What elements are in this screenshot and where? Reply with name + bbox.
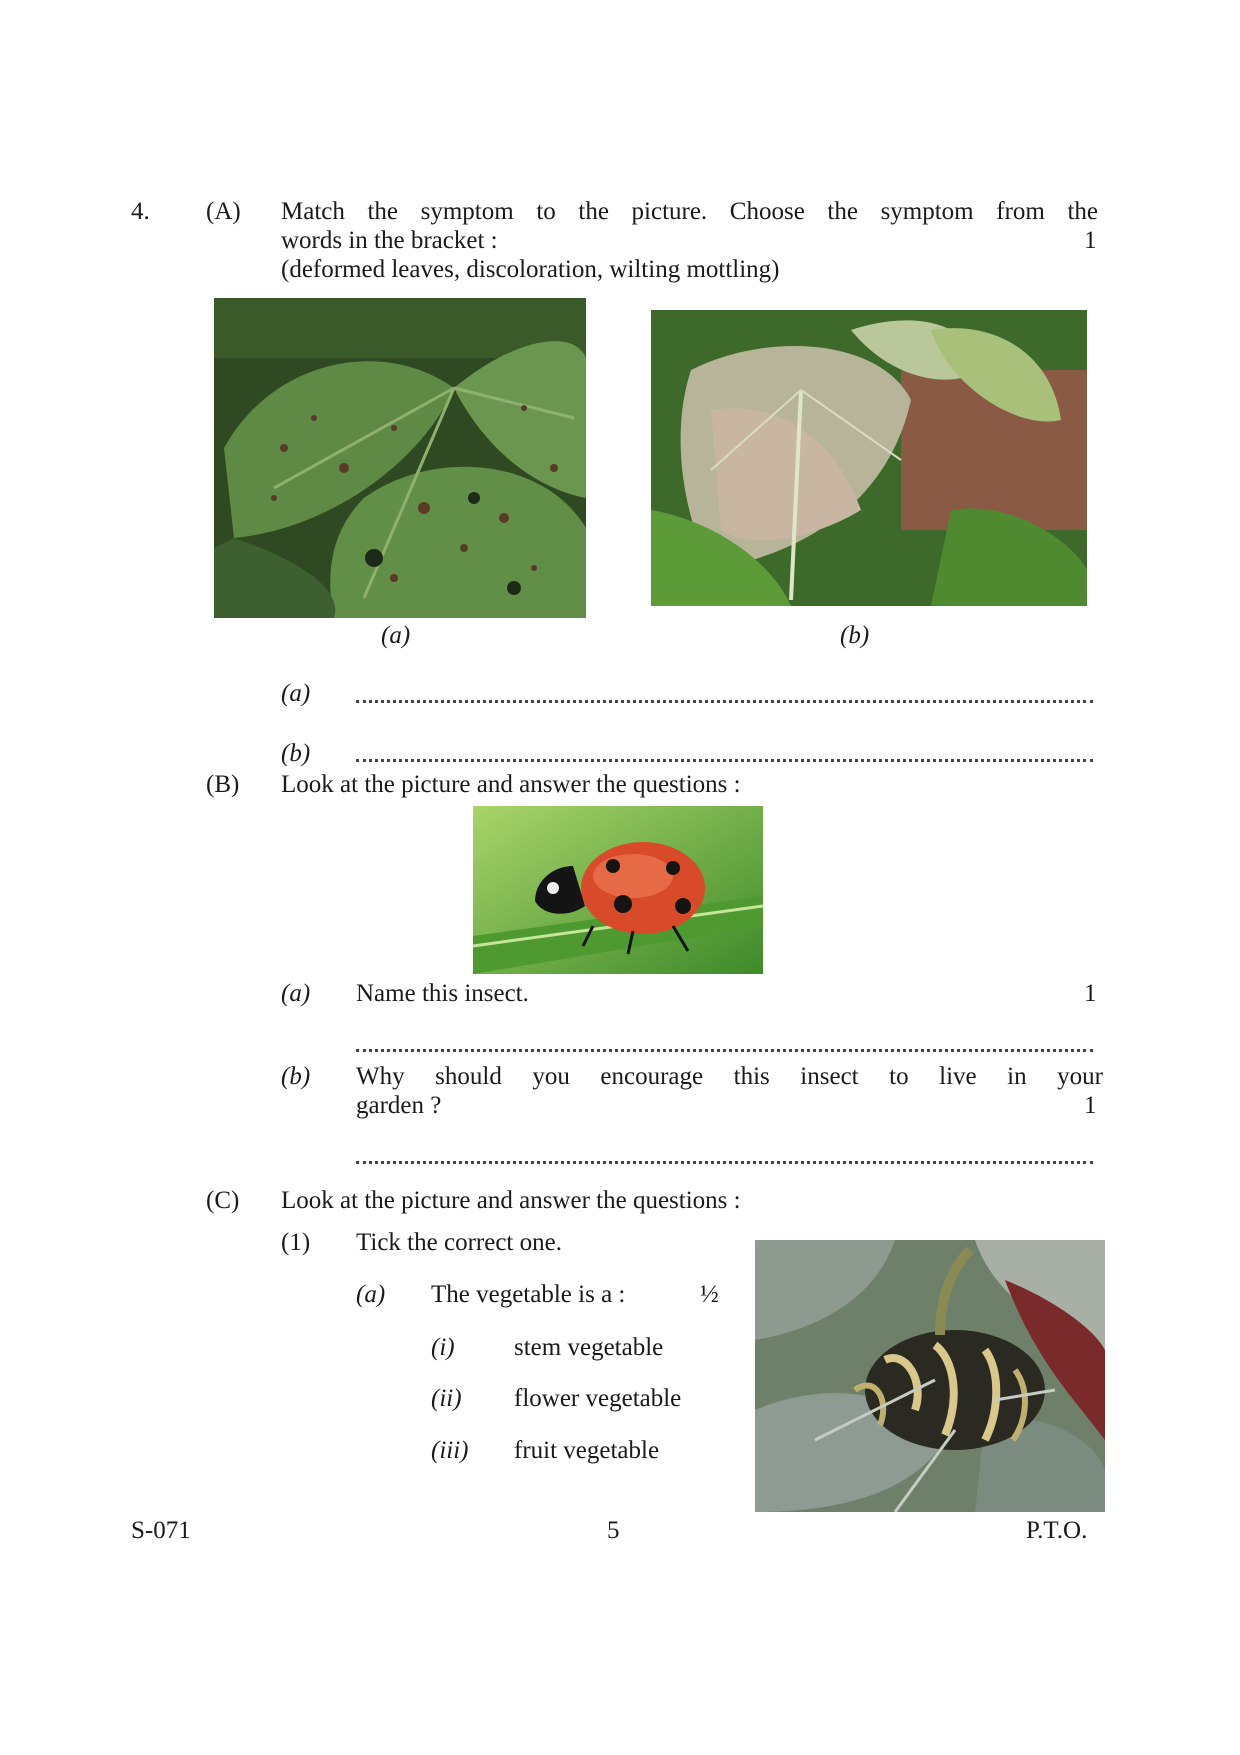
part-b-label: (B): [206, 771, 240, 798]
part-b-qb-line2: garden ?: [356, 1092, 442, 1119]
part-c-qa-label: (a): [356, 1281, 386, 1308]
part-b-prompt: Look at the picture and answer the questions :: [281, 771, 741, 798]
part-b-qa-label: (a): [281, 980, 311, 1007]
option-i-text[interactable]: stem vegetable: [514, 1334, 664, 1361]
photo-a-caption: (a): [381, 622, 411, 649]
part-c-qa-text: The vegetable is a :: [431, 1281, 626, 1308]
part-a-marks: 1: [1084, 227, 1097, 254]
part-a-line1: Match the symptom to the picture. Choose the symptom from the: [281, 198, 1098, 225]
ladybug-photo-icon: [473, 806, 763, 974]
option-iii-label: (iii): [431, 1437, 469, 1464]
option-i-label: (i): [431, 1334, 455, 1361]
photo-b-caption: (b): [840, 622, 870, 649]
part-c-label: (C): [206, 1187, 240, 1214]
answer-a-label: (a): [281, 680, 311, 707]
option-ii-text[interactable]: flower vegetable: [514, 1385, 682, 1412]
part-b-qa-marks: 1: [1084, 980, 1097, 1007]
answer-b-line[interactable]: [356, 759, 1093, 762]
part-a-label: (A): [206, 198, 241, 225]
part-b-qb-label: (b): [281, 1063, 311, 1090]
answer-b-label: (b): [281, 740, 311, 767]
part-c-prompt: Look at the picture and answer the questions :: [281, 1187, 741, 1214]
part-c-qa-marks: ½: [700, 1281, 719, 1308]
pumpkin-photo-icon: [755, 1240, 1105, 1512]
part-c-q1-label: (1): [281, 1229, 311, 1256]
part-c-q1-text: Tick the correct one.: [356, 1229, 562, 1256]
part-b-qb-line1: Why should you encourage this insect to live in your: [356, 1063, 1103, 1090]
footer-code: S-071: [131, 1517, 191, 1544]
part-b-qb-answer-line[interactable]: [356, 1161, 1093, 1164]
option-iii-text[interactable]: fruit vegetable: [514, 1437, 660, 1464]
part-a-options: (deformed leaves, discoloration, wilting mottling): [281, 256, 780, 283]
page-number: 5: [607, 1517, 620, 1544]
part-a-line2: words in the bracket :: [281, 227, 498, 254]
leaf-spot-photo-icon: [214, 298, 586, 618]
footer-pto: P.T.O.: [1026, 1517, 1088, 1544]
part-b-qa-text: Name this insect.: [356, 980, 529, 1007]
part-b-qa-answer-line[interactable]: [356, 1049, 1093, 1052]
option-ii-label: (ii): [431, 1385, 462, 1412]
question-number: 4.: [131, 198, 150, 225]
answer-a-line[interactable]: [356, 700, 1093, 703]
part-b-qb-marks: 1: [1084, 1092, 1097, 1119]
wilted-leaf-photo-icon: [651, 310, 1087, 606]
